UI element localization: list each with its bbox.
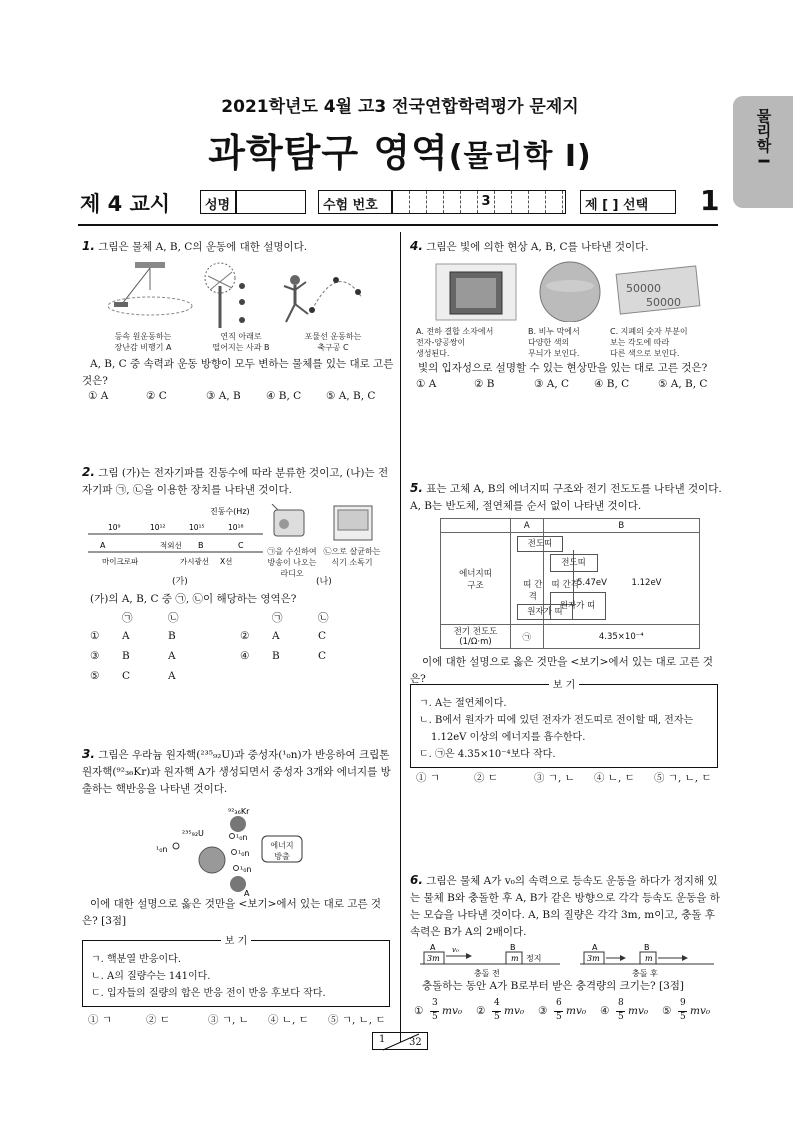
q6-choice-denominator: 5 [494,1012,500,1022]
q4-banknote-1: 50000 [626,282,661,295]
q2-region-b: B [198,541,204,550]
q5-cond-b: 4.35×10⁻⁴ [543,625,699,649]
q5-b-valence: 원자가 띠 [550,592,606,620]
q2-choice-value: C [122,670,131,682]
q5-row-band: 에너지띠 구조 [441,533,511,625]
q2-question: (가)의 A, B, C 중 ㉠, ㉡이 해당하는 영역은? [90,593,297,605]
exam-number-cell[interactable] [461,191,478,213]
column-divider [400,232,401,1042]
q6-choice-unit: mv₀ [504,1005,525,1017]
q1-choice-3[interactable]: ③ A, B [206,390,241,402]
q6-choice-numerator: 4 [494,998,500,1008]
q6-choice-numerator: 3 [432,998,438,1008]
q5-bogi-box [410,680,718,768]
q6-after-caption: 충돌 후 [632,969,658,978]
q3-choice-2[interactable]: ② ㄷ [146,1014,170,1026]
q5-col-a: A [511,519,544,533]
q3-n-out-3: ¹₀n [240,865,252,874]
q2-tick-3: 10¹⁵ [189,523,205,532]
q2-tick-4: 10¹⁸ [228,523,244,532]
side-tab-label: 물리학 I [754,108,773,164]
q6-after-b: B [644,943,650,952]
q3-choice-4[interactable]: ④ ㄴ, ㄷ [268,1014,309,1026]
q1-figure [100,258,400,330]
q4-banknote-2: 50000 [646,296,681,309]
q2-choice-value: A [168,670,176,682]
q3-choice-3[interactable]: ③ ㄱ, ㄴ [208,1014,249,1026]
q6-choice-mark: ① [414,1005,424,1017]
q5-a-conduction: 전도띠 [517,536,563,552]
q6-choice-unit: mv₀ [690,1005,711,1017]
exam-number-cell[interactable]: 3 [478,191,495,213]
q6-stem: 6. 그림은 물체 A가 v₀의 속력으로 등속도 운동을 하다가 정지해 있는 물체 B와 충돌한 후 A, B가 같은 방향으로 각각 등속도 운동을 하는 모습을 나타낸 것이다. A, B의 질량은 각각 3m, m이고, 충돌 후 속력은 B가 A의 2배이다. [410,873,720,938]
q5-bogi-1: ㄱ. A는 절연체이다. [419,698,507,709]
q2-head-2: ㉡ [168,612,179,624]
q6-after-ma: 3m [587,954,600,963]
q5-col-b: B [543,519,699,533]
q1-choices [88,390,375,402]
exam-number-cell[interactable] [546,191,563,213]
q2-choice-value: B [168,630,176,642]
q2-choice-value: C [318,650,327,662]
q6-choice-mark: ⑤ [662,1005,672,1017]
q5-row-cond: 전기 전도도 (1/Ω·m) [441,625,511,649]
q4-choice-1[interactable]: ① A [416,378,437,390]
q3-n-in-label: ¹₀n [156,845,168,854]
q5-choice-5[interactable]: ⑤ ㄱ, ㄴ, ㄷ [654,772,712,784]
q2-head-4: ㉡ [318,612,329,624]
q6-after-mb: m [645,954,653,963]
page-counter [372,1032,428,1050]
q3-bogi-box [82,936,390,1007]
exam-number-cell[interactable] [512,191,529,213]
q6-choice-numerator: 9 [680,998,686,1008]
q2-region-a: A [100,541,106,550]
title-main: 과학탐구 영역 [208,131,449,175]
q6-choice-denominator: 5 [680,1012,686,1022]
q4-caption-c: C. 지폐의 숫자 부분이 보는 각도에 따라 다른 색으로 보인다. [610,327,688,358]
q1-question: A, B, C 중 속력과 운동 방향이 모두 변하는 물체를 있는 대로 고른 것은? [82,358,394,387]
q3-choices [88,1012,386,1027]
q3-bogi-1: ㄱ. 핵분열 반응이다. [91,954,181,965]
q1-stem: 1. 그림은 물체 A, B, C의 운동에 대한 설명이다. [82,239,308,253]
q2-tick-1: 10⁹ [108,523,121,532]
q2-choice-value: A [272,630,280,642]
q6-choice-numerator: 6 [556,998,562,1008]
q2-choice-value: A [168,650,176,662]
q6-choice-unit: mv₀ [566,1005,587,1017]
q6-before-a: A [430,943,436,952]
exam-number-cell[interactable] [410,191,427,213]
q2-choice-mark[interactable]: ② [240,630,250,642]
q6-before-ma: 3m [427,954,440,963]
select-box[interactable] [580,190,676,214]
name-box[interactable] [200,190,306,214]
q2-choice-mark[interactable]: ① [90,630,100,642]
exam-number-cell[interactable] [529,191,546,213]
q6-choice-denominator: 5 [432,1012,438,1022]
exam-number-cell[interactable] [444,191,461,213]
q2-band-xray: X선 [220,557,233,566]
q5-stem: 5. 표는 고체 A, B의 에너지띠 구조와 전기 전도도를 나타낸 것이다. A, B는 반도체, 절연체를 순서 없이 나타낸 것이다. [410,481,722,512]
q6-choice-numerator: 8 [618,998,624,1008]
q2-choice-mark[interactable]: ④ [240,650,250,662]
q3-bogi-3: ㄷ. 입자들의 질량의 합은 반응 전이 반응 후보다 작다. [91,988,326,999]
q4-choice-4[interactable]: ④ B, C [594,378,630,390]
q5-band-b [543,533,699,625]
q2-choice-value: C [318,630,327,642]
exam-number-box[interactable] [318,190,566,214]
q3-choice-1[interactable]: ① ㄱ [88,1014,112,1026]
q5-a-gap: 띠 간격 [523,579,543,602]
q5-choice-1[interactable]: ① ㄱ [416,772,440,784]
q5-b-conduction: 전도띠 [550,554,598,572]
q6-collision-figure [420,942,720,978]
q2-choice-value: A [122,630,130,642]
q3-n-out-1: ¹₀n [236,833,248,842]
exam-period: 제 4 교시 [80,192,171,216]
q5-choice-2[interactable]: ② ㄷ [474,772,498,784]
page-number: 1 [700,184,720,217]
q5-b-gap-value: 1.12eV [631,577,662,588]
page-current: 1 [379,1034,386,1045]
q2-device-radio: ㉠을 수신하여 방송이 나오는 라디오 [267,547,317,578]
q2-device-sterilizer: ㉡으로 살균하는 식기 소독기 [323,547,381,567]
q6-choice-unit: mv₀ [442,1005,463,1017]
q5-question: 이에 대한 설명으로 옳은 것만을 <보기>에서 있는 대로 고른 것은? [410,656,714,685]
q5-band-a [511,533,607,625]
q2-label-na: (나) [316,577,332,587]
q6-after-a: A [592,943,598,952]
header-rule [78,224,718,226]
q4-stem: 4. 그림은 빛에 의한 현상 A, B, C를 나타낸 것이다. [410,239,649,253]
q2-axis-title: 진동수(Hz) [210,507,250,516]
q4-choices [416,378,707,390]
q3-kr-label: ⁹²₃₆Kr [228,807,250,816]
q4-choice-5[interactable]: ⑤ A, B, C [658,378,708,390]
exam-number-label: 수험 번호 [323,198,378,213]
q2-band-ir: 적외선 [160,541,182,550]
q2-stem: 2. 그림 (가)는 전자기파를 진동수에 따라 분류한 것이고, (나)는 전자기파 ㉠, ㉡을 이용한 장치를 나타낸 것이다. [82,465,389,496]
q3-n-out-2: ¹₀n [238,849,250,858]
q3-choice-5[interactable]: ⑤ ㄱ, ㄴ, ㄷ [328,1014,386,1026]
q2-spectrum-figure [88,504,388,584]
q6-choice-mark: ③ [538,1005,548,1017]
name-label: 성명 [205,198,231,213]
q5-bogi-title: 보 기 [411,677,717,694]
q3-stem: 3. 그림은 우라늄 원자핵(²³⁵₉₂U)과 중성자(¹₀n)가 반응하여 크립톤 원자핵(⁹²₃₆Kr)과 원자핵 A가 생성되면서 중성자 3개와 에너지를 방출하는 핵반응을 나타낸 것이다. [82,747,391,795]
q4-figure [420,260,720,322]
q5-choice-4[interactable]: ④ ㄴ, ㄷ [594,772,635,784]
q2-region-c: C [238,541,244,550]
q6-before-mb: m [511,954,519,963]
q2-band-micro: 마이크로파 [102,557,139,566]
q4-caption-a: A. 전하 결합 소자에서 전자-양공쌍이 생성된다. [416,327,494,358]
q6-choice-mark: ④ [600,1005,610,1017]
select-label: 제 [ ] 선택 [585,198,649,213]
q4-choice-3[interactable]: ③ A, C [534,378,570,390]
q2-label-ga: (가) [172,577,188,587]
q3-bogi-2: ㄴ. A의 질량수는 141이다. [91,971,211,982]
q2-band-visible: 가시광선 [180,557,209,566]
q5-bogi-2: ㄴ. B에서 원자가 띠에 있던 전자가 전도띠로 전이할 때, 전자는 1.12eV 이상의 에너지를 흡수한다. [419,715,694,743]
q2-choice-value: B [272,650,280,662]
q1-caption-a: 등속 원운동하는 장난감 비행기 A [114,332,172,352]
q2-head-3: ㉠ [272,612,283,624]
q6-v0: v₀ [452,946,459,954]
page-total: 32 [409,1037,422,1048]
q4-choice-2[interactable]: ② B [474,378,495,390]
q3-energy-label: 에너지 방출 [270,841,294,861]
q1-caption-b: 연직 아래로 떨어지는 사과 B [212,332,270,352]
q4-caption-b: B. 비누 막에서 다양한 색의 무늬가 보인다. [528,327,580,358]
q1-choice-2[interactable]: ② C [146,390,167,402]
exam-number-cell[interactable] [393,191,410,213]
q5-choices [416,770,712,785]
q3-u-label: ²³⁵₉₂U [182,829,204,838]
q2-head-1: ㉠ [122,612,133,624]
q5-bogi-3: ㄷ. ㉠은 4.35×10⁻⁴보다 작다. [419,749,556,760]
q1-choice-5[interactable]: ⑤ A, B, C [326,390,376,402]
q2-tick-2: 10¹² [150,523,166,532]
q6-choice-mark: ② [476,1005,486,1017]
q6-question: 충돌하는 동안 A가 B로부터 받은 충격량의 크기는? [3점] [422,980,685,992]
q5-a-gap-value: 5.47eV [577,577,607,588]
q5-a-valence: 원자가 띠 [517,604,573,620]
q6-stop: 정지 [526,954,542,963]
q6-before-b: B [510,943,516,952]
q5-table [440,518,700,649]
q5-b-gap: 띠 간격 [551,579,579,590]
q1-choice-1[interactable]: ① A [88,390,109,402]
page-title [0,122,800,177]
exam-number-cell[interactable] [495,191,512,213]
title-sub: (물리학 I) [448,139,592,174]
q2-choice-mark[interactable]: ⑤ [90,670,100,682]
subject-side-tab [733,96,793,208]
q6-choice-denominator: 5 [556,1012,562,1022]
exam-number-cell[interactable] [427,191,444,213]
q6-choice-unit: mv₀ [628,1005,649,1017]
q2-choice-value: B [122,650,130,662]
q4-question: 빛의 입자성으로 설명할 수 있는 현상만을 있는 대로 고른 것은? [418,362,708,374]
q5-cond-a: ㉠ [511,625,544,649]
q2-choice-mark[interactable]: ③ [90,650,100,662]
q5-choice-3[interactable]: ③ ㄱ, ㄴ [534,772,575,784]
exam-name: 2021학년도 4월 고3 전국연합학력평가 문제지 [221,97,579,117]
q3-a-label: A [244,889,250,896]
q3-question: 이에 대한 설명으로 옳은 것만을 <보기>에서 있는 대로 고른 것은? [3점] [82,898,382,927]
q1-caption-c: 포물선 운동하는 축구공 C [304,332,362,352]
q3-bogi-title: 보 기 [83,933,389,950]
q6-before-caption: 충돌 전 [474,969,500,978]
q1-choice-4[interactable]: ④ B, C [266,390,302,402]
q6-choice-denominator: 5 [618,1012,624,1022]
